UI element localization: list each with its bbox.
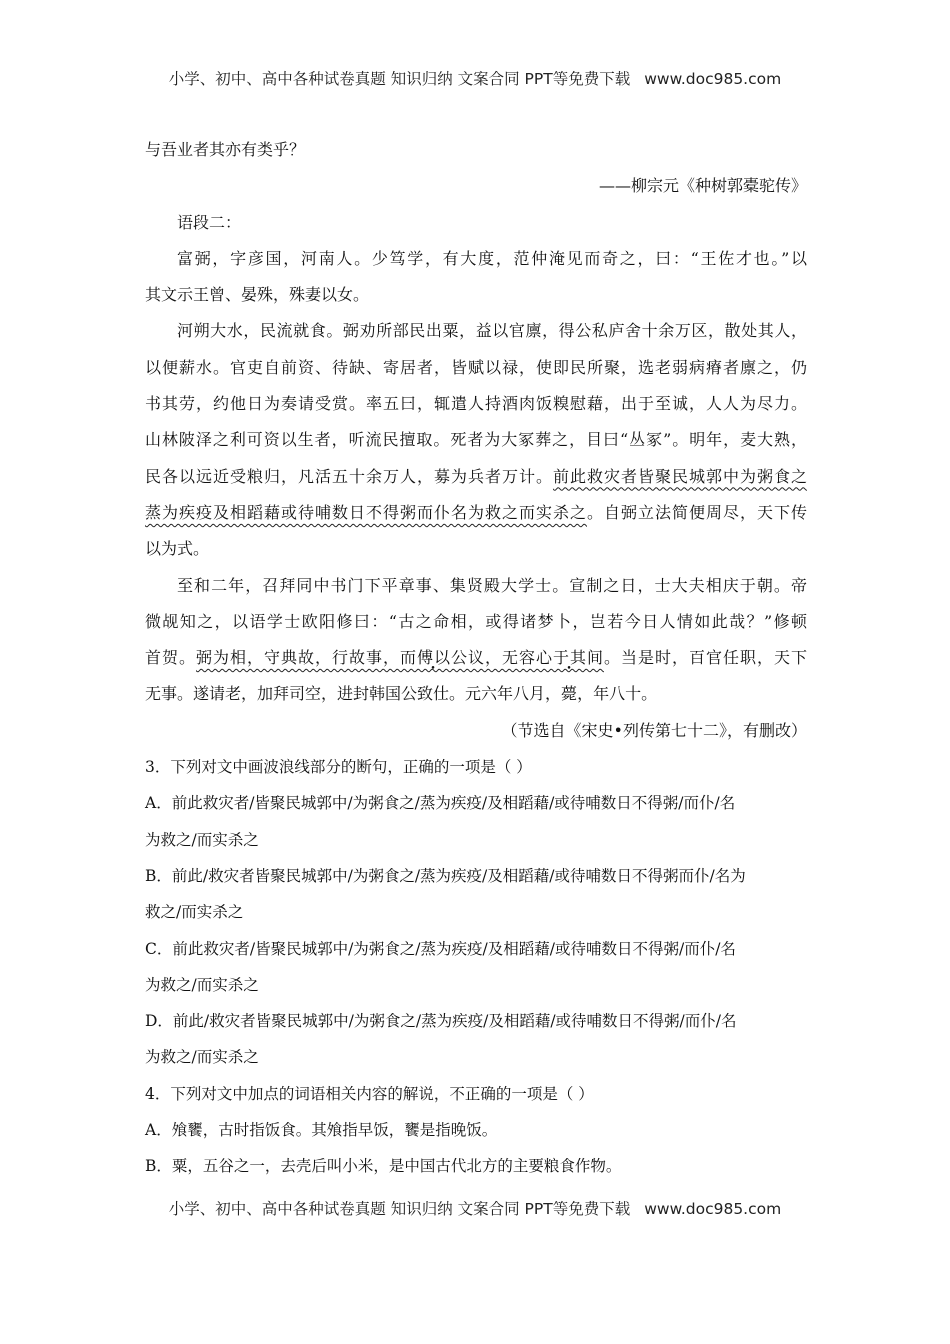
paragraph-line: 书其劳，约他日为奏请受赏。率五曰，辄遣人持酒肉饭糗慰藉，出于至诚，人人为尽力。 bbox=[145, 394, 807, 414]
passage2-source: （节选自《宋史•列传第七十二》，有删改） bbox=[501, 720, 807, 740]
paragraph-line: 其文示王曾、晏殊，殊妻以女。 bbox=[145, 285, 370, 305]
question-3-option-d: D．前此/救灾者皆聚民城郭中/为粥食之/蒸为疾疫/及相蹈藉/或待哺数日不得粥/而仆/名 bbox=[145, 1012, 737, 1031]
wavy-underlined-text: 蒸为疾疫及相蹈藉或待哺数日不得粥而仆名为救之而实杀之 bbox=[145, 502, 587, 522]
question-3-option-b: B．前此/救灾者皆聚民城郭中/为粥食之/蒸为疾疫/及相蹈藉/或待哺数日不得粥而仆/名为 bbox=[145, 866, 746, 885]
text-run: 无事。遂请老，加拜司空，进封韩国公 bbox=[145, 684, 418, 704]
question-3-option-a-cont: 为救之/而实杀之 bbox=[145, 830, 259, 849]
question-3-option-a: A．前此救灾者/皆聚民城郭中/为粥食之/蒸为疾疫/及相蹈藉/或待哺数日不得粥/而仆/名 bbox=[145, 794, 736, 813]
footer-url-link[interactable]: www.doc985.com bbox=[644, 1200, 782, 1218]
question-4-option-a: A．飧饔，古时指饭食。其飧指早饭，饔是指晚饭。 bbox=[145, 1121, 498, 1140]
passage2-heading: 语段二： bbox=[177, 212, 242, 232]
paragraph-line bbox=[145, 495, 807, 531]
paragraph-line bbox=[145, 676, 807, 712]
paragraph-line: 至和二年，召拜同中书门下平章事、集贤殿大学士。宣制之日，士大夫相庆于朝。帝 bbox=[177, 575, 807, 595]
document-body bbox=[145, 132, 807, 1185]
paragraph-line: 以为式。 bbox=[145, 539, 210, 559]
text-run: ，益以官廪，得公私庐舍十余万区，散处其人， bbox=[458, 321, 807, 341]
page-footer-banner bbox=[0, 1197, 950, 1219]
dotted-word-su: 粟 bbox=[442, 321, 459, 341]
wavy-underlined-text: 弼为相，守典故，行故事，而傅以公议，无容心于其间 bbox=[196, 648, 604, 668]
header-text: 小学、初中、高中各种试卷真题 知识归纳 文案合同 PPT等免费下载 bbox=[168, 70, 631, 88]
dotted-word-hong: 薨 bbox=[561, 684, 578, 704]
wavy-underlined-text: 前此救灾者皆聚民城郭中为粥食之 bbox=[552, 466, 807, 486]
header-url-link[interactable]: www.doc985.com bbox=[644, 70, 782, 88]
paragraph-line: 以便薪水。官吏自前资、待缺、寄居者，皆赋以禄，使即民所聚，选老弱病瘠者廪之，仍 bbox=[145, 357, 807, 377]
text-run: ，年八十。 bbox=[577, 684, 658, 704]
paragraph-line bbox=[145, 640, 807, 676]
text-run: 。当是时，百官任职，天下 bbox=[603, 648, 807, 668]
passage1-source: ——柳宗元《种树郭橐驼传》 bbox=[598, 176, 807, 196]
dotted-word-zhishi: 致仕 bbox=[417, 684, 450, 704]
text-run: 。自弼立法简便周尽，天下传 bbox=[586, 502, 807, 522]
question-3-option-d-cont: 为救之/而实杀之 bbox=[145, 1048, 259, 1067]
question-3-option-b-cont: 救之/而实杀之 bbox=[145, 903, 244, 922]
paragraph-line: 微觇知之，以语学士欧阳修曰：“古之命相，或得诸梦卜，岂若今日人情如此哉？”修顿 bbox=[145, 611, 807, 631]
paragraph-line bbox=[145, 459, 807, 495]
text-run: 河朔大水，民流就食。弼劝所部民出 bbox=[177, 321, 443, 341]
text-run: 首贺。 bbox=[145, 648, 196, 668]
footer-text: 小学、初中、高中各种试卷真题 知识归纳 文案合同 PPT等免费下载 bbox=[168, 1200, 631, 1218]
text-run: 。元六年八月， bbox=[449, 684, 562, 704]
question-3-option-c-cont: 为救之/而实杀之 bbox=[145, 975, 259, 994]
paragraph-line bbox=[145, 313, 807, 349]
text-run: 民各以远近受粮归，凡活五十余万人，募为兵者万计。 bbox=[145, 466, 553, 486]
question-3-option-c: C．前此救灾者/皆聚民城郭中/为粥食之/蒸为疾疫/及相蹈藉/或待哺数日不得粥/而仆/名 bbox=[145, 939, 736, 958]
question-4-stem: 4．下列对文中加点的词语相关内容的解说，不正确的一项是（ ） bbox=[145, 1084, 594, 1103]
question-3-stem: 3．下列对文中画波浪线部分的断句，正确的一项是（ ） bbox=[145, 758, 532, 777]
question-4-option-b: B．粟，五谷之一，去壳后叫小米，是中国古代北方的主要粮食作物。 bbox=[145, 1157, 622, 1176]
passage1-tail: 与吾业者其亦有类乎？ bbox=[145, 140, 306, 159]
page-header-banner bbox=[0, 67, 950, 89]
paragraph-line: 富弼，字彦国，河南人。少笃学，有大度，范仲淹见而奇之，曰：“王佐才也。”以 bbox=[177, 248, 807, 268]
paragraph-line: 山林陂泽之利可资以生者，听流民擅取。死者为大冢葬之，目曰“丛冢”。明年，麦大熟， bbox=[145, 430, 807, 450]
